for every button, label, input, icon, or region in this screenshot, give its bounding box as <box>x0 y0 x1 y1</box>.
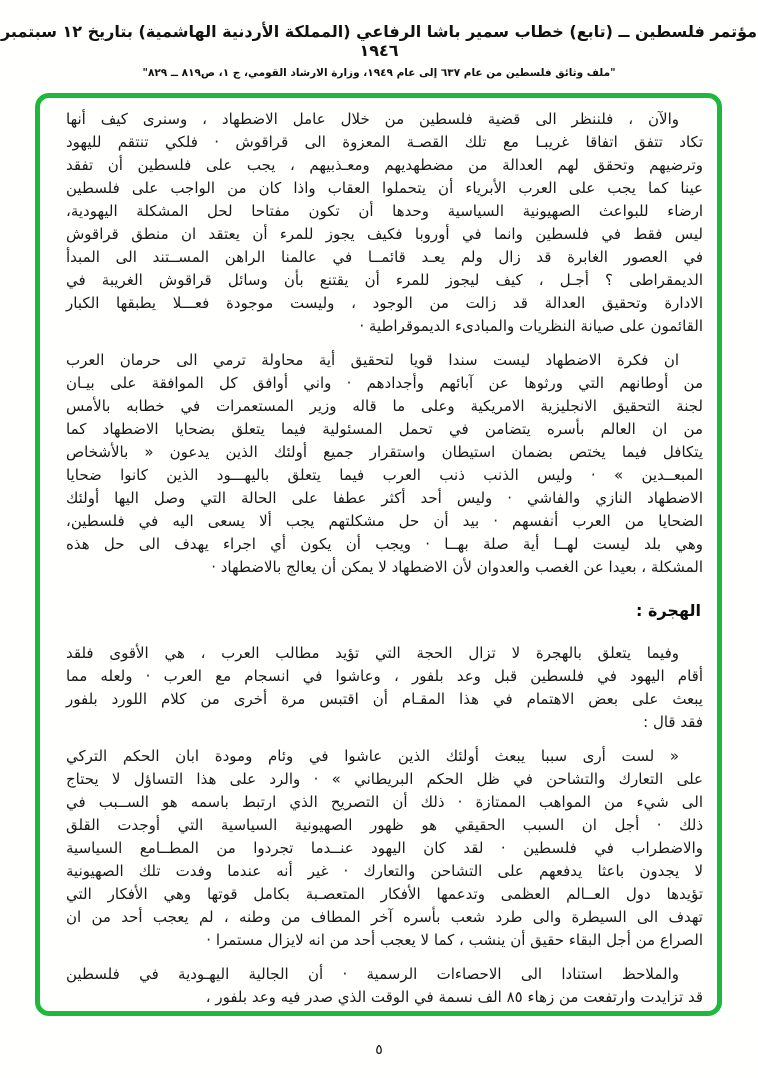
text-line: على التعارك والتشاحن في ظل الحكم البريطاني » · والرد على هذا التساؤل لا يحتاج <box>66 770 703 788</box>
text-line: والآن ، فلننظر الى قضية فلسطين من خلال عامل الاضطهاد ، وسنرى كيف أنها <box>66 110 679 128</box>
text-line: فقد قال : <box>643 713 703 731</box>
text-line: القائمون على صيانة النظريات والمبادىء الديموقراطية · <box>359 317 703 335</box>
paragraph <box>66 963 703 1009</box>
text-line: تهدف الى السيطرة والى طرد شعب بأسره آخر المطاف من وطنه ، لم يعجب أحد من ان <box>66 908 703 926</box>
text-line: يبعث على بعض الاهتمام في هذا المقـام أن اقتبس مرة أخرى من كلام اللورد بلفور <box>66 690 703 708</box>
paragraph <box>66 745 703 952</box>
page-number: ٥ <box>375 1042 383 1058</box>
paragraph <box>66 108 703 338</box>
text-line: الى شيء من المواهب الممتازة · ذلك أن التصريح الذي ارتبط باسمه هو الســبب في <box>66 793 703 811</box>
text-line: تؤيدها دول العــالم العظمى وتدعمها الأفكار المتعصـبة بكامل قوتها وهي الأفكار التي <box>66 885 703 903</box>
header-title: مؤتمر فلسطين ــ (تابع) خطاب سمير باشا الرفاعي (المملكة الأردنية الهاشمية) بتاريخ ١٢ سبتمبر ١٩٤٦ <box>0 22 758 60</box>
text-line: في العصور الغابرة قد زال ولم يعـد قائمــا في عالمنا الراهن المســتند الى المبدأ <box>66 248 703 266</box>
page-body <box>66 108 703 1009</box>
paragraph <box>66 642 703 734</box>
highlight-frame <box>35 93 722 1016</box>
header-source-citation: "ملف وثائق فلسطين من عام ٦٣٧ إلى عام ١٩٤٩، وزارة الارشاد القومي، ج ١، ص٨١٩ ــ ٨٢٩" <box>142 67 616 79</box>
text-line: عينا كما يجب على العرب الأبرياء أن يتحملوا العقاب واذا كان من الواجب على فلسطين <box>66 179 703 197</box>
text-line: لا يجدون باعثا يدفعهم على التشاحن والتعارك · غير أنه عندما وفدت تلك الصهيونية <box>66 862 703 880</box>
text-line: أقام اليهود في فلسطين قبل وعد بلفور ، وعاشوا في انسجام مع العرب · ولعله مما <box>66 667 703 685</box>
text-line: من أوطانهم التي ورثوها عن آبائهم وأجدادهم · واني أوافق كل الموافقة على بيـان <box>66 374 703 392</box>
section-heading: الهجرة : <box>636 601 701 620</box>
text-line: المبعــدين » · وليس الذنب ذنب العرب فيما يتعلق باليهـــود الذين كانوا ضحايا <box>66 466 703 484</box>
document-header <box>0 0 758 79</box>
text-line: وفيما يتعلق بالهجرة لا تزال الحجة التي تؤيد مطالب العرب ، هي الأقوى فلقد <box>66 644 679 662</box>
text-line: ذلك · أجل ان السبب الحقيقي هو ظهور الصهيونية السياسية التي أوجدت القلق <box>66 816 703 834</box>
text-line: المشكلة ، بعيدا عن الغصب والعدوان لأن الاضطهاد لا يمكن أن يعالج بالاضطهاد · <box>211 558 703 576</box>
text-line: الصراع من أجل البقاء حقيق أن ينشب ، كما لا يعجب أحد من انه لايزال مستمرا · <box>206 931 703 949</box>
paragraph <box>66 349 703 579</box>
text-line: والاضطراب في فلسطين · لقد كان اليهود عنــدما تجردوا من المطــامع السياسية <box>66 839 703 857</box>
text-line: يتكافل فيما يختص بضمان استيطان واستقرار جميع أولئك الذين يدعون « بالأشخاص <box>66 443 703 461</box>
text-line: « لست أرى سببا يبعث أولئك الذين عاشوا في وئام ومودة ابان الحكم التركي <box>66 747 679 765</box>
text-line: الادارة وتحقيق العدالة قد زالت من الوجود ، وليست موجودة فعـــلا يطبقها الكبار <box>66 294 703 312</box>
text-line: من ان العالم بأسره يتضامن في تحمل المسئولية فيما يتعلق بضحايا الاضطهاد كما <box>66 420 703 438</box>
text-line: وترضيهم وتحقق لهم العدالة من مضطهديهم ومعـذبيهم ، يجب على فلسطين أن تفقد <box>66 156 703 174</box>
text-line: الضحايا من العرب أنفسهم · بيد أن حل مشكلتهم يجب ألا يسعى اليه في فلسطين، <box>66 512 703 530</box>
text-line: تكاد تتفق اتفاقا غريبـا مع تلك القصـة المعزوة الى قراقوش · فلكي تنتقم لليهود <box>66 133 703 151</box>
page-footer <box>0 1042 758 1058</box>
text-line: ليس فقط في فلسطين وانما في أوروبا فكيف يجوز للمرء أن يعتقد ان منطق قراقوش <box>66 225 703 243</box>
text-line: الديمقراطى ؟ أجـل ، كيف ليجوز للمرء أن يقتنع بأن وسائل قراقوش الغريبة في <box>66 271 703 289</box>
text-line: قد تزايدت وارتفعت من زهاء ٨٥ الف نسمة في الوقت الذي صدر فيه وعد بلفور ، <box>205 988 703 1006</box>
text-line: ارضاء للبواعث الصهيونية السياسية وحدها أن تكون مفتاحا لحل المشكلة اليهودية، <box>66 202 703 220</box>
text-line: الاضطهاد النازي والفاشي · وليس أحد أكثر عطفا على الحالة التي وصل اليها أولئك <box>66 489 703 507</box>
text-line: والملاحظ استنادا الى الاحصاءات الرسمية · أن الجالية اليهـودية في فلسطين <box>66 965 679 983</box>
text-line: ان فكرة الاضطهاد ليست سندا قويا لتحقيق أية محاولة ترمي الى حرمان العرب <box>66 351 679 369</box>
text-line: وهي بلد ليست لهــا أية صلة بهــا · ويجب أن يكون أي اجراء يهدف الى حل هذه <box>66 535 703 553</box>
text-line: لجنة التحقيق الانجليزية الامريكية وعلى ما قاله وزير المستعمرات في خطابه بالأمس <box>66 397 703 415</box>
